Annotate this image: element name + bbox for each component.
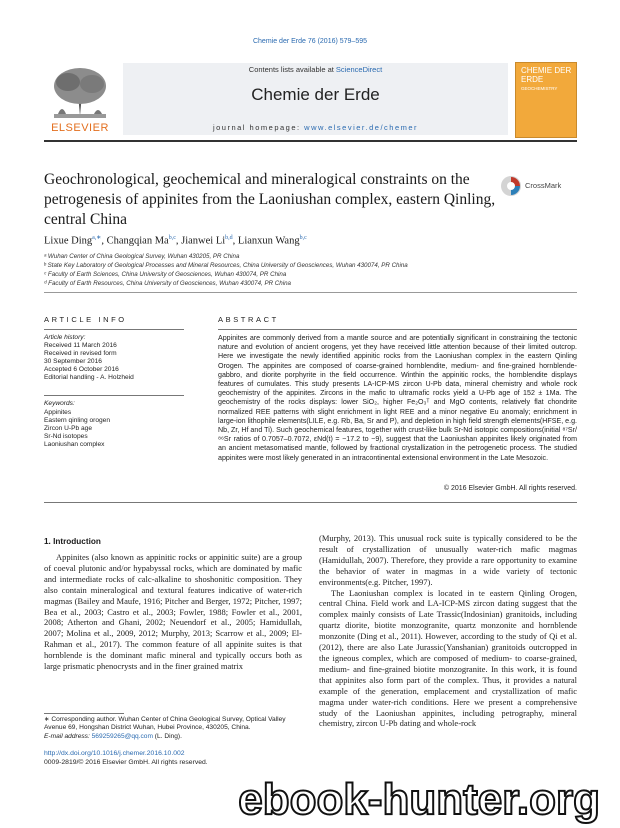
homepage-link[interactable]: www.elsevier.de/chemer bbox=[304, 123, 419, 132]
affiliation: ᵃ Wuhan Center of China Geological Survey, Wuhan 430205, PR China bbox=[44, 253, 240, 260]
body-column-left bbox=[44, 552, 302, 672]
keywords-label: Keywords: bbox=[44, 400, 75, 407]
abstract-heading: ABSTRACT bbox=[218, 315, 279, 324]
crossmark-icon bbox=[500, 175, 522, 197]
author-affiliation-sup[interactable]: a,∗ bbox=[92, 235, 102, 241]
affiliation-divider bbox=[44, 292, 577, 293]
keyword: Appinites bbox=[44, 409, 72, 416]
section-heading-introduction: 1. Introduction bbox=[44, 537, 101, 546]
author-name[interactable]: Lianxun Wang bbox=[237, 235, 300, 247]
body-paragraph: Appinites (also known as appinitic rocks or appinitic suite) are a group of coeval plutonic and/or hypabyssal rocks, which are dominated by mafic and intermediate rocks of calc-alkaline to shoshonitic composition. They also contain mineralogical and textural features indicative of water-rich magmas (Bailey and Maufe, 1916; Pitcher and Berger, 1972; Pitcher, 1997; Bea et al., 2003; Castro et al., 2003; Fowler, 1988; Fowler et al., 2001, 2008; Atherton and Ghani, 2002; Neuendorf et al., 2005; Hamidullah, 2007; Molina et al., 2009, 2012; Murphy, 2013; Scarrow et al., 2009; El-Rahman et al., 2017). The common feature of all appinite suites is that hornblende is the dominant mafic mineral and typically occurs both as large prismatic phenocrysts and in the finer grained matrix bbox=[44, 552, 302, 672]
homepage-line bbox=[123, 123, 508, 132]
author-affiliation-sup[interactable]: b,c bbox=[168, 235, 176, 241]
masthead-divider bbox=[44, 140, 577, 142]
footnote-text: ∗ Corresponding author. Wuhan Center of China Geological Survey, Optical Valley Avenue 69, Hongshan District Wuhan, Hubei Province, 430205, China. bbox=[44, 716, 286, 732]
abstract-bottom-rule bbox=[44, 502, 577, 503]
publisher-wordmark: ELSEVIER bbox=[51, 122, 109, 134]
author-name[interactable]: Jianwei Li bbox=[181, 235, 226, 247]
history-label: Article history: bbox=[44, 334, 86, 341]
cover-title: CHEMIE DER ERDE bbox=[521, 66, 572, 84]
author-name[interactable]: Changqian Ma bbox=[106, 235, 169, 247]
watermark bbox=[110, 768, 610, 828]
author-list: Lixue Ding$^{a,∗}$, Changqian Ma$^{b,c}$, Jianwei Li$^{b,d}$, Lianxun Wang$^{b,c}$ bbox=[44, 235, 307, 247]
author-name[interactable]: Lixue Ding bbox=[44, 235, 93, 247]
watermark-text: ebook-hunter.org bbox=[238, 775, 600, 824]
history-line: Accepted 6 October 2016 bbox=[44, 366, 119, 373]
journal-title: Chemie der Erde bbox=[251, 85, 380, 104]
body-paragraph: The Laoniushan complex is located in te eastern Qinling Orogen, central China. Field work and LA-ICP-MS zircon dating suggest that the complex mainly consists of Late Trassic(Indosinian) granitoids, including quartz diorite, biotite monzogranite, quartz monzonite and hornblende monzonite (Ding et al., 2011). However, according to the study of Qi et al. (2012), there are also Late Jurassic(Yanshanian) granitoids outcropped in the igneous complex, which are composed of medium- to coarse-grained, medium- and fine-grained biotite monzogranite. In this work, it is found that appinites also form part of the complex. Thus, it provides a natural example of the generation, emplacement and crystallization of mafic magma under water-rich conditions. Here we present a comprehensive study of the Laoniushan appinites, including petrography, mineral chemistry, zircon U-Pb dating and whole-rock bbox=[319, 587, 577, 729]
history-line: 30 September 2016 bbox=[44, 358, 102, 365]
contents-line bbox=[123, 65, 508, 74]
affiliation: ᵈ Faculty of Earth Resources, China University of Geosciences, Wuhan 430074, PR China bbox=[44, 280, 291, 287]
abstract-rule bbox=[218, 329, 577, 330]
keyword: Laoniushan complex bbox=[44, 441, 105, 448]
affiliation: ᶜ Faculty of Earth Sciences, China University of Geosciences, Wuhan 430074, PR China bbox=[44, 271, 287, 278]
keyword: Sr-Nd isotopes bbox=[44, 433, 88, 440]
article-title: Geochronological, geochemical and mineralogical constraints on the petrogenesis of appinites from the Laoniushan complex, eastern Qinling, central China bbox=[44, 171, 496, 228]
issn-line: 0009-2819/© 2016 Elsevier GmbH. All rights reserved. bbox=[44, 759, 208, 766]
body-column-right bbox=[319, 533, 577, 729]
affiliation: ᵇ State Key Laboratory of Geological Processes and Mineral Resources, China University of Geosciences, Wuhan 430074, PR China bbox=[44, 262, 408, 269]
sciencedirect-link[interactable]: ScienceDirect bbox=[335, 65, 383, 74]
keyword: Eastern qinling orogen bbox=[44, 417, 110, 424]
email-link[interactable]: 569259265@qq.com bbox=[91, 732, 153, 740]
article-info-rule bbox=[44, 329, 184, 330]
homepage-prefix: journal homepage: bbox=[212, 123, 305, 132]
cover-subtitle: GEOCHEMISTRY bbox=[521, 86, 558, 91]
journal-citation[interactable]: Chemie der Erde 76 (2016) 579–595 bbox=[252, 38, 368, 45]
crossmark-badge[interactable] bbox=[500, 175, 580, 197]
email-line bbox=[44, 733, 302, 741]
keywords-rule bbox=[44, 395, 184, 396]
email-suffix: (L. Ding). bbox=[152, 732, 182, 740]
footnote-rule bbox=[44, 713, 124, 714]
history-line: Received 11 March 2016 bbox=[44, 342, 117, 349]
corresponding-author-footnote bbox=[44, 716, 302, 741]
article-info-heading: ARTICLE INFO bbox=[44, 315, 127, 324]
email-label: E-mail address: bbox=[44, 732, 92, 740]
abstract-text: Appinites are commonly derived from a mantle source and are potentially significant in constraining the tectonic nature and evolution of ancient orogens, yet they have received little attention because of their limited outcrop. Here we investigate the newly identified appinitic rocks from the Laoniushan complex in the eastern Qinling Orogen. The appinites are composed of coarse-grained hornblendite, medium- and fine-grained hornblende-gabbro, and diorite porphyrite in the field occurrence. Winthin the appinitic rocks, the hornblendite displays features of cumulates. This study presents LA-ICP-MS zircon U-Pb data, mineral chemistry and whole rock geochemistry of the appinites. Zircons in the mafic to ultramafic rocks yield a U-Pb age of 152 ± 1Ma. The geochemistry of the rocks displays: lower SiO₂, higher Fe₂O₃ᵀ and MgO contents, relatively flat chondrite normalized REE patterns with slight enrichment in light REE and a minor negative Eu anomaly; enrichment in large-ion lithophile elements(LILE, e.g. Rb, Ba, Sr and P), and depletion in high field strength elements(HFSE, e.g. Nb, Zr, Hf and Ti). Such geochemical features, together with crust-like bulk Sr-Nd isotopic compositions(initial ⁸⁷Sr/⁸⁶Sr ratios of 0.7057–0.7072, εNd(t) = −17.2 to −9), suggest that the Laoniushan appinites likely originated from an ancient metasomatised mantle, followed by fractional crystallization in the petrogenetic process. The studied appinites were most likely generated in an intracontinental extensional environment in the Late Mesozoic. bbox=[218, 334, 577, 462]
history-line: Received in revised form bbox=[44, 350, 117, 357]
keyword: Zircon U-Pb age bbox=[44, 425, 93, 432]
author-affiliation-sup[interactable]: b,c bbox=[299, 235, 307, 241]
crossmark-label: CrossMark bbox=[525, 181, 562, 190]
doi-link[interactable]: http://dx.doi.org/10.1016/j.chemer.2016.10.002 bbox=[44, 750, 185, 757]
contents-prefix: Contents lists available at bbox=[248, 65, 336, 74]
history-line: Editorial handling - A. Holzheid bbox=[44, 374, 134, 381]
body-paragraph: (Murphy, 2013). This unusual rock suite is typically considered to be the result of crystallization of unusually water-rich mafic magmas (Hamidullah, 2007). Therefore, they provide a rare opportunity to examine the behavior of water in magmas in a wide variety of tectonic environments(e.g. Pitcher, 1997). bbox=[319, 533, 577, 587]
author-affiliation-sup[interactable]: b,d bbox=[225, 235, 233, 241]
abstract-copyright: © 2016 Elsevier GmbH. All rights reserved. bbox=[443, 485, 577, 492]
